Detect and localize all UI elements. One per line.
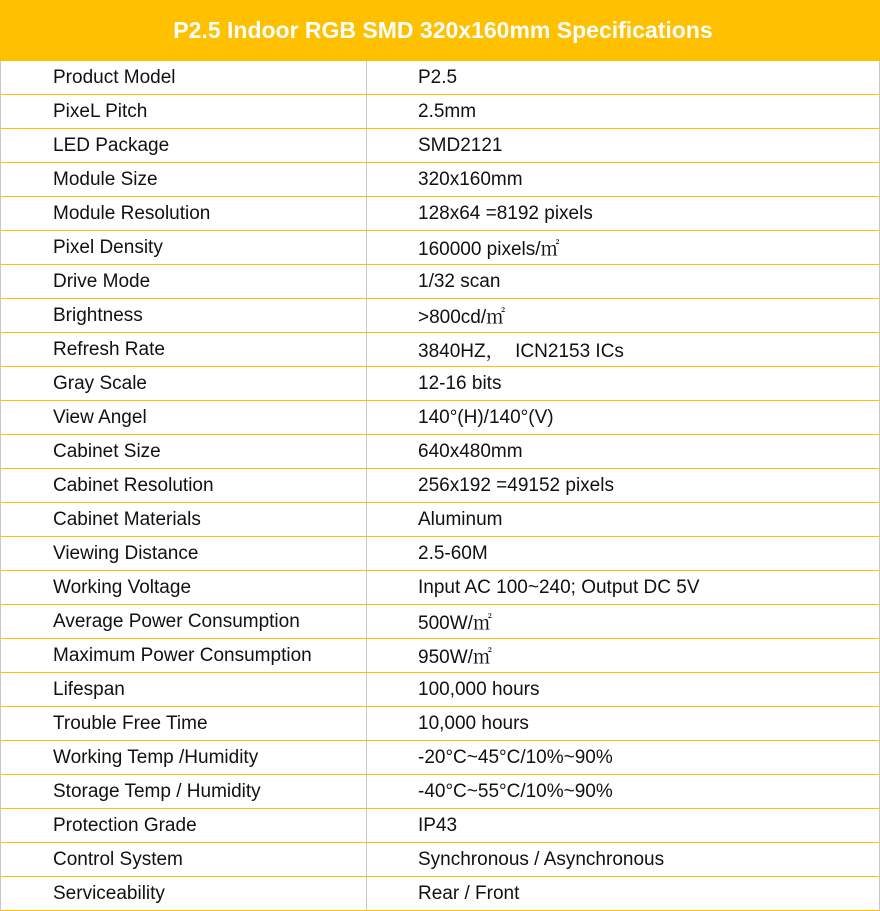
table-row <box>1 435 879 469</box>
table-row <box>1 673 879 707</box>
spec-label: Viewing Distance <box>1 537 367 570</box>
spec-label: Control System <box>1 843 367 876</box>
spec-value: 1/32 scan <box>418 270 501 292</box>
table-row <box>1 299 879 333</box>
spec-label: Drive Mode <box>1 265 367 298</box>
spec-label: Brightness <box>1 299 367 332</box>
table-row <box>1 639 879 673</box>
spec-value: Input AC 100~240; Output DC 5V <box>418 576 700 598</box>
spec-value: 2.5-60M <box>418 542 488 564</box>
table-row <box>1 741 879 775</box>
table-row <box>1 503 879 537</box>
table-row <box>1 469 879 503</box>
spec-label: Gray Scale <box>1 367 367 400</box>
spec-value: 128x64 =8192 pixels <box>418 202 593 224</box>
spec-label: LED Package <box>1 129 367 162</box>
spec-value: 10,000 hours <box>418 712 529 734</box>
spec-value: 2.5mm <box>418 100 477 122</box>
spec-label: Product Model <box>1 61 367 94</box>
spec-value: 100,000 hours <box>418 678 540 700</box>
spec-label: Pixel Density <box>1 231 367 264</box>
table-row <box>1 571 879 605</box>
spec-label: Module Size <box>1 163 367 196</box>
table-row <box>1 877 879 911</box>
table-row <box>1 605 879 639</box>
spec-label: Cabinet Size <box>1 435 367 468</box>
table-row <box>1 95 879 129</box>
table-row <box>1 707 879 741</box>
spec-label: Maximum Power Consumption <box>1 639 367 672</box>
spec-label: Protection Grade <box>1 809 367 842</box>
spec-value: Synchronous / Asynchronous <box>418 848 665 870</box>
spec-value: IP43 <box>418 814 458 836</box>
spec-value: 320x160mm <box>418 168 523 190</box>
table-row <box>1 537 879 571</box>
spec-value: 950W/㎡ <box>418 647 492 668</box>
table-row <box>1 129 879 163</box>
table-row <box>1 61 879 95</box>
spec-label: View Angel <box>1 401 367 434</box>
spec-label: PixeL Pitch <box>1 95 367 128</box>
spec-value: 12-16 bits <box>418 372 502 394</box>
table-row <box>1 367 879 401</box>
spec-value: 640x480mm <box>418 440 523 462</box>
spec-value: 160000 pixels/㎡ <box>418 239 560 260</box>
spec-label: Module Resolution <box>1 197 367 230</box>
spec-label: Storage Temp / Humidity <box>1 775 367 808</box>
spec-label: Lifespan <box>1 673 367 706</box>
spec-value: 256x192 =49152 pixels <box>418 474 614 496</box>
table-row <box>1 265 879 299</box>
spec-label: Serviceability <box>1 877 367 910</box>
spec-value: 140°(H)/140°(V) <box>418 406 554 428</box>
table-row <box>1 231 879 265</box>
spec-value: 3840HZ， ICN2153 ICs <box>418 341 624 362</box>
spec-label: Cabinet Resolution <box>1 469 367 502</box>
spec-label: Trouble Free Time <box>1 707 367 740</box>
spec-value: -40°C~55°C/10%~90% <box>418 780 613 802</box>
spec-value: Aluminum <box>418 508 503 530</box>
spec-value: SMD2121 <box>418 134 503 156</box>
spec-value: P2.5 <box>418 66 458 88</box>
spec-label: Working Temp /Humidity <box>1 741 367 774</box>
spec-value: -20°C~45°C/10%~90% <box>418 746 613 768</box>
spec-value: >800cd/㎡ <box>418 307 506 328</box>
spec-table <box>0 61 880 911</box>
spec-label: Refresh Rate <box>1 333 367 366</box>
table-row <box>1 333 879 367</box>
table-row <box>1 163 879 197</box>
table-row <box>1 809 879 843</box>
spec-label: Average Power Consumption <box>1 605 367 638</box>
spec-label: Cabinet Materials <box>1 503 367 536</box>
table-row <box>1 401 879 435</box>
spec-value: 500W/㎡ <box>418 613 492 634</box>
spec-value: Rear / Front <box>418 882 520 904</box>
table-row <box>1 775 879 809</box>
table-row <box>1 843 879 877</box>
table-row <box>1 197 879 231</box>
table-title: P2.5 Indoor RGB SMD 320x160mm Specifications <box>0 0 880 61</box>
spec-label: Working Voltage <box>1 571 367 604</box>
